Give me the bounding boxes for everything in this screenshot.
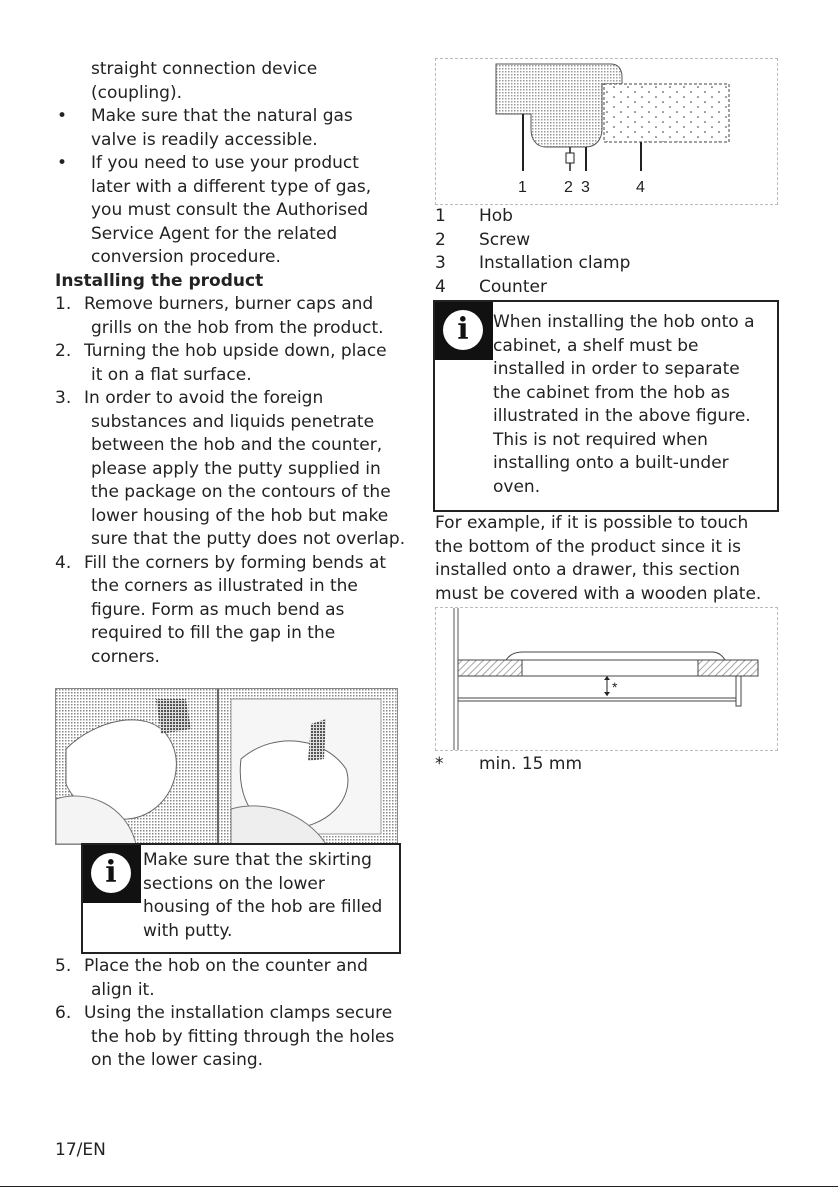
step-line: lower housing of the hob but make [91, 505, 389, 526]
bullet-line: conversion procedure. [91, 247, 281, 267]
step-line: the hob by fitting through the holes [91, 1026, 395, 1047]
bullet-line: Service Agent for the related [91, 223, 338, 244]
bullet-line: • Make sure that the natural gas [57, 106, 353, 126]
diagram-label: 3 [581, 179, 590, 196]
step-line: 3. In order to avoid the foreign [55, 388, 324, 408]
diagram-label: 1 [518, 179, 527, 196]
legend-item: 4 Counter [435, 276, 547, 297]
putty-photo [55, 688, 398, 845]
info-icon: i [83, 845, 141, 903]
info-icon: i [435, 302, 493, 360]
legend-item: 2 Screw [435, 229, 531, 250]
step-line: corners. [91, 646, 160, 667]
step-line: align it. [91, 979, 155, 1000]
step-line: grills on the hob from the product. [91, 317, 384, 338]
info-note-text: When installing the hob onto a cabinet, a shelf must be installed in order to separate the cabinet from the hob as illustrated in the above figure. This is not required when installing onto a built-under oven. [493, 312, 755, 497]
intro-line: (coupling). [91, 82, 182, 103]
wooden-plate-diagram-svg [436, 608, 777, 750]
info-note-right [433, 300, 779, 512]
step-line: figure. Form as much bend as [91, 599, 345, 620]
bullet-line: • If you need to use your product [57, 153, 359, 173]
legend-item: 3 Installation clamp [435, 253, 631, 273]
info-note-left [81, 843, 401, 954]
footnote: * min. 15 mm [435, 754, 583, 774]
step-line: required to fill the gap in the [91, 623, 336, 643]
right-paragraph: For example, if it is possible to touch the bottom of the product since it is installed onto a drawer, this section must be covered with a wooden plate. [435, 513, 762, 604]
step-line: 2. Turning the hob upside down, place [55, 341, 387, 361]
step-line: sure that the putty does not overlap. [91, 529, 406, 549]
legend-item: 1 Hob [435, 206, 513, 226]
bullet-line: you must consult the Authorised [91, 200, 369, 220]
steps-after [55, 955, 405, 1073]
diagram-legend [435, 205, 780, 299]
step-line: substances and liquids penetrate [91, 411, 375, 432]
step-line: 4. Fill the corners by forming bends at [55, 552, 387, 573]
step-line: the package on the contours of the [91, 482, 391, 502]
bottom-rule [0, 1186, 838, 1187]
left-column [55, 58, 405, 669]
step-line: 1. Remove burners, burner caps and [55, 294, 374, 314]
info-note-text: Make sure that the skirting sections on the lower housing of the hob are filled with putty. [143, 850, 383, 941]
installation-diagram-svg [436, 59, 777, 204]
clearance-marker: * [612, 679, 618, 695]
diagram-label: 2 [564, 179, 573, 196]
step-line: the corners as illustrated in the [91, 576, 358, 596]
step-line: please apply the putty supplied in [91, 458, 381, 479]
intro-line: straight connection device [91, 59, 318, 79]
section-heading: Installing the product [55, 270, 264, 291]
bullet-line: valve is readily accessible. [91, 129, 318, 150]
installation-diagram [435, 58, 778, 205]
diagram-label: 4 [636, 179, 645, 196]
step-line: 6. Using the installation clamps secure [55, 1003, 393, 1023]
putty-photo-image [56, 689, 397, 844]
step-line: 5. Place the hob on the counter and [55, 956, 368, 976]
wooden-plate-diagram [435, 607, 778, 751]
step-line: it on a flat surface. [91, 364, 252, 385]
page-number: 17/EN [55, 1140, 106, 1160]
bullet-line: later with a different type of gas, [91, 176, 372, 197]
step-line: between the hob and the counter, [91, 435, 383, 455]
step-line: on the lower casing. [91, 1050, 264, 1070]
